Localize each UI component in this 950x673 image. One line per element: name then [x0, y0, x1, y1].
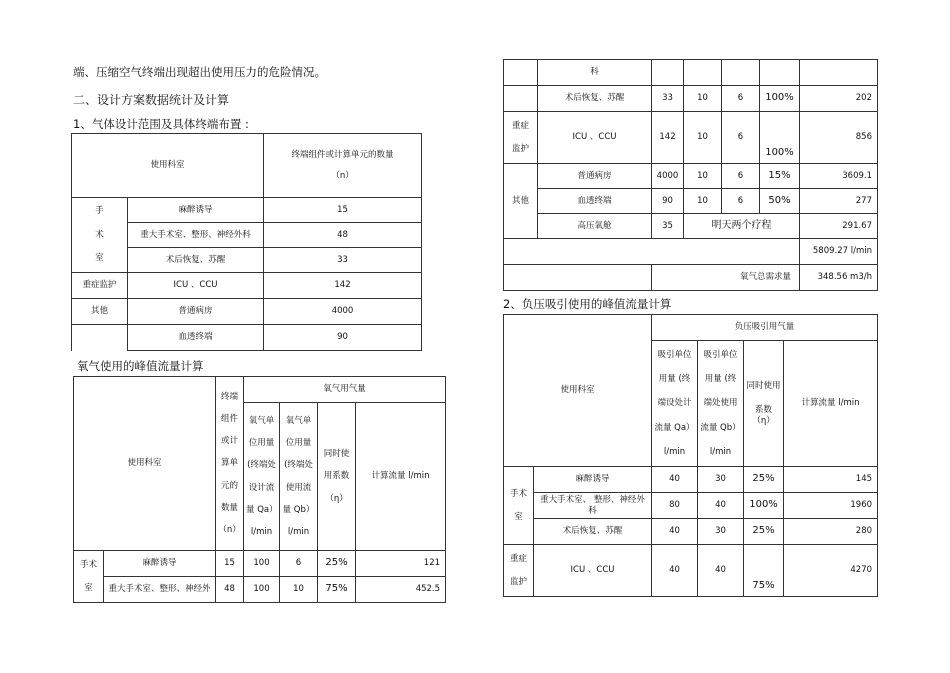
header-count: 终端组件或计算单元的数量 （n） — [264, 134, 422, 198]
row-qa: 80 — [652, 493, 698, 519]
subsection-title-2: 氧气使用的峰值流量计算 — [77, 359, 204, 373]
row-label: 术后恢复、苏醒 — [534, 519, 652, 545]
row-qb: 6 — [722, 164, 760, 189]
header-flow: 计算流量 l/min — [784, 341, 878, 467]
intro-line: 端、压缩空气终端出现超出使用压力的危险情况。 — [73, 65, 326, 79]
row-label: 重大手术室、整形、神经外科 — [128, 223, 264, 248]
row-flow: 202 — [800, 86, 878, 112]
row-eta: 25% — [744, 467, 784, 493]
total-flow-m3h: 348.56 m3/h — [800, 265, 878, 291]
row-label: 普通病房 — [538, 164, 652, 189]
row-label: 麻醉诱导 — [534, 467, 652, 493]
row-flow: 280 — [784, 519, 878, 545]
row-qb: 10 — [280, 577, 318, 603]
row-label: 术后恢复、苏醒 — [128, 248, 264, 273]
row-count: 90 — [652, 189, 684, 214]
group-other: 其他 — [72, 299, 128, 325]
row-label: ICU 、CCU — [128, 273, 264, 299]
row-note: 明天两个疗程 — [684, 214, 800, 239]
group-surgery: 手术 室 — [74, 551, 104, 603]
row-count: 48 — [264, 223, 422, 248]
row-qa: 40 — [652, 467, 698, 493]
header-suction: 负压吸引用气量 — [652, 315, 878, 341]
row-eta: 100% — [760, 112, 800, 164]
row-qb: 6 — [722, 189, 760, 214]
row-qa: 10 — [684, 112, 722, 164]
row-qb: 6 — [722, 112, 760, 164]
row-qb: 30 — [698, 519, 744, 545]
row-flow: 856 — [800, 112, 878, 164]
row-qa: 10 — [684, 86, 722, 112]
row-flow: 277 — [800, 189, 878, 214]
group-surgery: 手 术 室 — [72, 198, 128, 273]
row-qa: 40 — [652, 545, 698, 597]
row-flow: 145 — [784, 467, 878, 493]
row-eta: 15% — [760, 164, 800, 189]
header-qb: 氧气单 位用量 (终端处 使用流 量 Qb） l/min — [280, 403, 318, 551]
group-other: 其他 — [504, 164, 538, 239]
row-flow: 3609.1 — [800, 164, 878, 189]
row-count: 35 — [652, 214, 684, 239]
subsection-title-1: 1、气体设计范围及具体终端布置 : — [73, 117, 249, 131]
row-eta: 100% — [760, 86, 800, 112]
row-qb: 6 — [722, 86, 760, 112]
row-label: ICU 、CCU — [534, 545, 652, 597]
header-qb: 吸引单位 用量 (终 端处使用 流量 Qb） l/min — [698, 341, 744, 467]
row-label: 血透终端 — [538, 189, 652, 214]
oxygen-flow-table — [73, 376, 446, 603]
row-label: ICU 、CCU — [538, 112, 652, 164]
row-label: 重大手术室、 整形、神经外科 — [534, 493, 652, 519]
row-flow: 291.67 — [800, 214, 878, 239]
group-icu: 重症 监护 — [504, 112, 538, 164]
header-flow: 计算流量 l/min — [356, 403, 446, 551]
group-icu: 重症 监护 — [504, 545, 534, 597]
total-flow-lmin: 5809.27 l/min — [800, 239, 878, 265]
header-eta: 同时使用 系数（η） — [744, 341, 784, 467]
row-qb: 40 — [698, 545, 744, 597]
row-qa: 10 — [684, 189, 722, 214]
row-count: 48 — [216, 577, 244, 603]
header-qa: 氧气单 位用量 (终端处 设计流 量 Qa） l/min — [244, 403, 280, 551]
row-flow: 1960 — [784, 493, 878, 519]
header-qa: 吸引单位 用量 (终 端设处计 流量 Qa） l/min — [652, 341, 698, 467]
oxygen-flow-table-continued — [503, 59, 878, 291]
header-dept: 使用科室 — [72, 134, 264, 198]
row-count: 15 — [216, 551, 244, 577]
row-qb: 30 — [698, 467, 744, 493]
row-qa: 10 — [684, 164, 722, 189]
row-flow: 121 — [356, 551, 446, 577]
row-eta: 25% — [318, 551, 356, 577]
subsection-title-3: 2、负压吸引使用的峰值流量计算 — [503, 297, 672, 311]
row-label: 重大手术室、整形、神经外 — [104, 577, 216, 603]
total-label: 氧气总需求量 — [652, 265, 800, 291]
row-count: 33 — [264, 248, 422, 273]
row-count: 90 — [264, 325, 422, 351]
row-count: 15 — [264, 198, 422, 223]
header-dept: 使用科室 — [74, 377, 216, 551]
row-count: 33 — [652, 86, 684, 112]
group-surgery: 手术 室 — [504, 467, 534, 545]
row-label: 普通病房 — [128, 299, 264, 325]
header-dept: 使用科室 — [504, 315, 652, 467]
row-qb: 40 — [698, 493, 744, 519]
row-count: 142 — [264, 273, 422, 299]
row-count: 4000 — [652, 164, 684, 189]
row-label: 血透终端 — [128, 325, 264, 351]
row-label: 麻醉诱导 — [104, 551, 216, 577]
terminal-layout-table — [71, 133, 422, 351]
row-qa: 40 — [652, 519, 698, 545]
section-title: 二、设计方案数据统计及计算 — [73, 93, 230, 107]
row-flow: 4270 — [784, 545, 878, 597]
row-eta: 75% — [318, 577, 356, 603]
row-eta: 25% — [744, 519, 784, 545]
header-eta: 同时使 用系数 （η） — [318, 403, 356, 551]
suction-flow-table — [503, 314, 878, 597]
header-oxygen: 氧气用气量 — [244, 377, 446, 403]
row-qa: 100 — [244, 551, 280, 577]
row-qa: 100 — [244, 577, 280, 603]
row-eta: 50% — [760, 189, 800, 214]
row-count: 142 — [652, 112, 684, 164]
header-units: 终端 组件 或计 算单 元的 数量 （n） — [216, 377, 244, 551]
group-icu: 重症监护 — [72, 273, 128, 299]
row-eta: 100% — [744, 493, 784, 519]
continued-fragment: 科 — [538, 60, 652, 86]
row-eta: 75% — [744, 545, 784, 597]
row-flow: 452.5 — [356, 577, 446, 603]
row-label: 术后恢复、苏醒 — [538, 86, 652, 112]
row-label: 高压氧舱 — [538, 214, 652, 239]
row-count: 4000 — [264, 299, 422, 325]
row-qb: 6 — [280, 551, 318, 577]
row-label: 麻醉诱导 — [128, 198, 264, 223]
